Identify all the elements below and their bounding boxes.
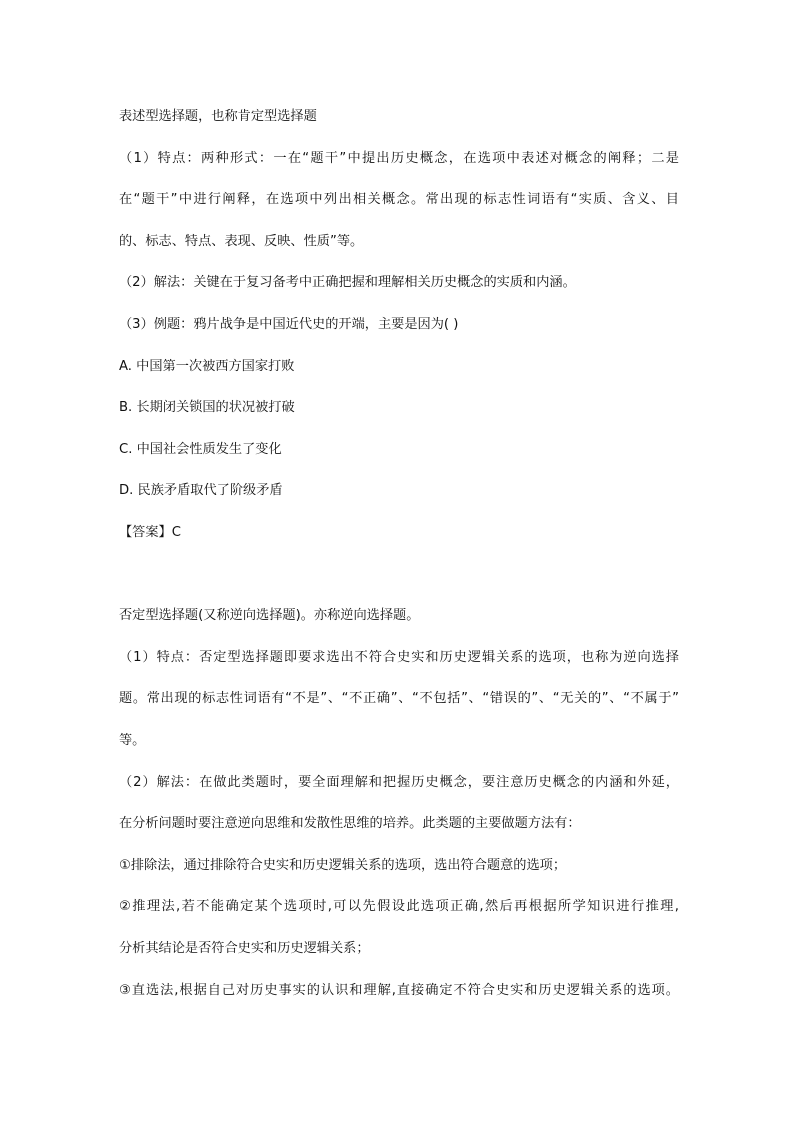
section1-feature-line-2: 在“题干”中进行阐释，在选项中列出相关概念。常出现的标志性词语有“实质、含义、目 <box>119 192 679 207</box>
option-c: C. 中国社会性质发生了变化 <box>119 442 282 457</box>
section2-feature-line-3: 等。 <box>119 733 146 748</box>
section1-example-question: （3）例题：鸦片战争是中国近代史的开端，主要是因为( ) <box>119 317 459 332</box>
option-b: B. 长期闭关锁国的状况被打破 <box>119 400 295 415</box>
option-a: A. 中国第一次被西方国家打败 <box>119 359 295 374</box>
answer: 【答案】C <box>119 525 181 540</box>
section1-method: （2）解法：关键在于复习备考中正确把握和理解相关历史概念的实质和内涵。 <box>119 275 576 290</box>
approach-direct: ③直选法,根据自己对历史事实的认识和理解,直接确定不符合史实和历史逻辑关系的选项。 <box>119 983 679 998</box>
approach-reasoning: ②推理法,若不能确定某个选项时,可以先假设此选项正确,然后再根据所学知识进行推理, <box>119 899 679 914</box>
section2-feature-line-2: 题。常出现的标志性词语有“不是”、“不正确”、“不包括”、“错误的”、“无关的”、“不属于” <box>119 691 679 706</box>
approach-exclusion: ①排除法，通过排除符合史实和历史逻辑关系的选项，选出符合题意的选项； <box>119 858 567 873</box>
section1-heading: 表述型选择题，也称肯定型选择题 <box>119 109 317 124</box>
section1-feature-line-1: （1）特点：两种形式：一在“题干”中提出历史概念，在选项中表述对概念的阐释；二是 <box>119 151 679 166</box>
section2-feature-line-1: （1）特点：否定型选择题即要求选出不符合史实和历史逻辑关系的选项，也称为逆向选择 <box>119 650 679 665</box>
section2-method-line-2: 在分析问题时要注意逆向思维和发散性思维的培养。此类题的主要做题方法有： <box>119 816 581 831</box>
section2-heading: 否定型选择题(又称逆向选择题)。亦称逆向选择题。 <box>119 608 420 623</box>
section2-method-line-1: （2）解法：在做此类题时，要全面理解和把握历史概念，要注意历史概念的内涵和外延， <box>119 775 679 790</box>
section1-feature-line-3: 的、标志、特点、表现、反映、性质”等。 <box>119 234 364 249</box>
option-d: D. 民族矛盾取代了阶级矛盾 <box>119 483 283 498</box>
approach-reasoning-cont: 分析其结论是否符合史实和历史逻辑关系； <box>119 941 370 956</box>
